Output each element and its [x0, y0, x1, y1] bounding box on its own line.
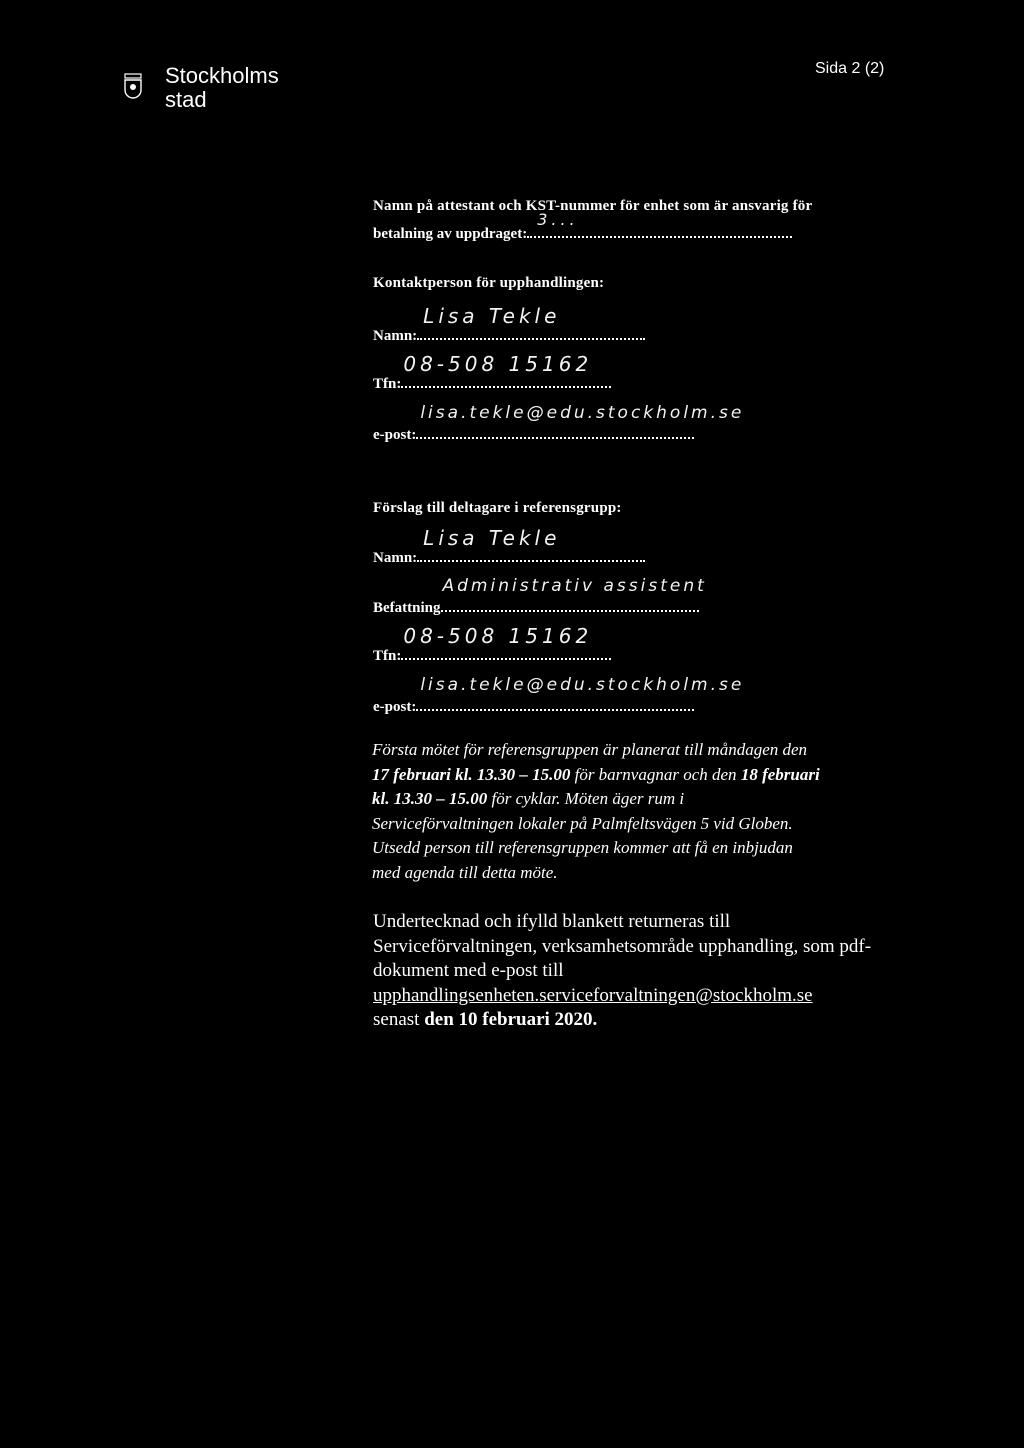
meeting-line-1: Första mötet för referensgruppen är planerat till måndagen den — [372, 740, 808, 759]
reference-name-dots — [417, 526, 645, 562]
meeting-info — [372, 738, 892, 885]
reference-title-value: Administrativ assistent — [442, 576, 707, 596]
contact-phone-value: 08-508 15162 — [403, 352, 593, 376]
reference-phone-label: Tfn: — [373, 648, 402, 664]
meeting-line-5: Utsedd person till referensgruppen kommer att få en inbjudan — [372, 838, 793, 857]
reference-name-field — [373, 526, 645, 567]
meeting-date-1: 17 februari kl. 13.30 – 15.00 — [372, 764, 571, 784]
attestant-label: betalning av uppdraget: — [373, 226, 528, 242]
reference-title-dots — [441, 576, 707, 612]
meeting-text-3: för cyklar. Möten äger rum i — [487, 789, 685, 808]
contact-name-dots — [417, 304, 645, 340]
reference-phone-value: 08-508 15162 — [403, 624, 593, 648]
return-line-1: Undertecknad och ifylld blankett returneras till — [373, 911, 731, 932]
meeting-line-3 — [372, 787, 892, 812]
logo-line-2: stad — [165, 87, 207, 112]
contact-heading: Kontaktperson för upphandlingen: — [373, 275, 605, 291]
page-number: Sida 2 (2) — [815, 60, 885, 77]
reference-name-label: Namn: — [373, 550, 418, 566]
meeting-text-2: för barnvagnar och den — [570, 764, 741, 784]
reference-name-value: Lisa Tekle — [423, 526, 561, 550]
return-instructions — [373, 910, 913, 1033]
reference-title-field — [373, 576, 707, 617]
reference-email-label: e-post: — [373, 699, 417, 715]
contact-email-label: e-post: — [373, 427, 417, 443]
contact-phone-dots — [401, 352, 611, 388]
return-deadline — [373, 1008, 913, 1033]
meeting-date-2: 18 februari — [740, 764, 820, 784]
attestant-heading: Namn på attestant och KST-nummer för enhet som är ansvarig för — [373, 198, 813, 214]
meeting-line-2 — [372, 763, 892, 788]
reference-email-value: lisa.tekle@edu.stockholm.se — [420, 675, 745, 695]
return-email-link[interactable]: upphandlingsenheten.serviceforvaltningen@stockholm.se — [373, 984, 813, 1006]
contact-phone-field — [373, 352, 611, 393]
meeting-line-4: Serviceförvaltningen lokaler på Palmfeltsvägen 5 vid Globen. — [372, 813, 793, 833]
return-line-3: dokument med e-post till — [373, 960, 564, 981]
reference-phone-field — [373, 624, 611, 665]
reference-email-field — [373, 675, 745, 716]
contact-phone-label: Tfn: — [373, 376, 402, 392]
city-crest-icon — [122, 72, 144, 102]
attestant-value: 3... — [537, 210, 579, 229]
contact-email-value: lisa.tekle@edu.stockholm.se — [420, 403, 745, 423]
contact-email-dots — [416, 403, 745, 439]
contact-name-field — [373, 304, 645, 345]
contact-name-label: Namn: — [373, 328, 418, 344]
deadline-date: den 10 februari 2020. — [424, 1009, 598, 1030]
attestant-field — [373, 210, 792, 243]
meeting-line-6: med agenda till detta möte. — [372, 862, 558, 882]
return-line-2: Serviceförvaltningen, verksamhetsområde upphandling, som pdf- — [373, 935, 872, 957]
reference-heading: Förslag till deltagare i referensgrupp: — [373, 500, 622, 516]
deadline-prefix: senast — [373, 1009, 425, 1030]
logo-line-1: Stockholms — [165, 63, 279, 88]
contact-email-field — [373, 403, 745, 444]
logo-wordmark — [165, 64, 279, 112]
meeting-time-2: kl. 13.30 – 15.00 — [372, 789, 488, 808]
attestant-dots — [527, 210, 792, 238]
contact-name-value: Lisa Tekle — [423, 304, 561, 328]
reference-title-label: Befattning — [373, 600, 441, 616]
reference-phone-dots — [401, 624, 611, 660]
reference-email-dots — [416, 675, 745, 711]
